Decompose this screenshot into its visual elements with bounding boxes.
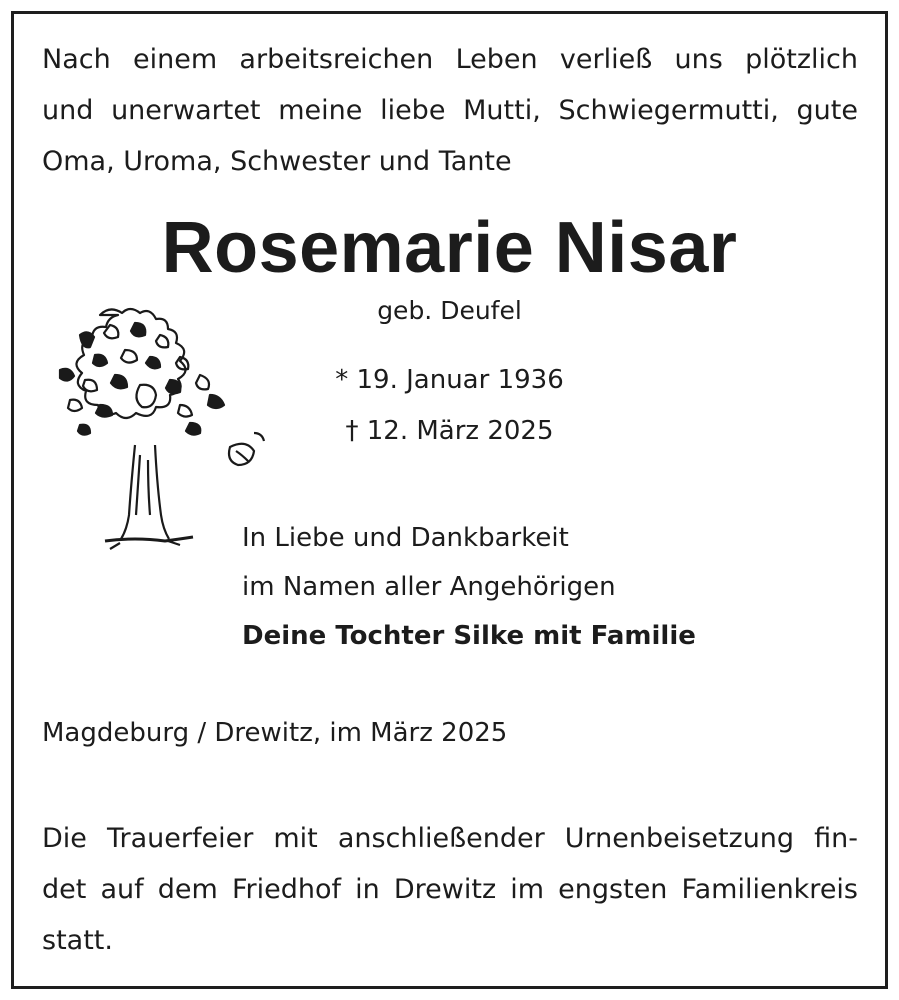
falling-leaf-icon — [229, 433, 264, 465]
place-date: Magdeburg / Drewitz, im März 2025 — [42, 718, 508, 748]
closing-block — [242, 514, 696, 661]
closing-line: im Namen aller Angehörigen — [242, 572, 616, 602]
ceremony-line: det auf dem Friedhof in Drewitz im engsten Familienkreis — [42, 874, 858, 905]
maiden-name: geb. Deufel — [377, 296, 522, 325]
intro-text — [42, 34, 858, 187]
ceremony-line: statt. — [42, 925, 113, 956]
intro-line: Oma, Uroma, Schwester und Tante — [42, 146, 512, 177]
closing-line: In Liebe und Dankbarkeit — [242, 523, 569, 553]
intro-line: Nach einem arbeitsreichen Leben verließ uns plötzlich — [42, 44, 858, 75]
family-signature: Deine Tochter Silke mit Familie — [242, 621, 696, 651]
ceremony-line: Die Trauerfeier mit anschließender Urnenbeisetzung fin- — [42, 823, 858, 854]
intro-line: und unerwartet meine liebe Mutti, Schwiegermutti, gute — [42, 95, 858, 126]
death-date: † 12. März 2025 — [345, 416, 554, 446]
ceremony-text — [42, 813, 858, 966]
deceased-name: Rosemarie Nisar — [161, 208, 738, 288]
birth-date: * 19. Januar 1936 — [335, 365, 564, 395]
